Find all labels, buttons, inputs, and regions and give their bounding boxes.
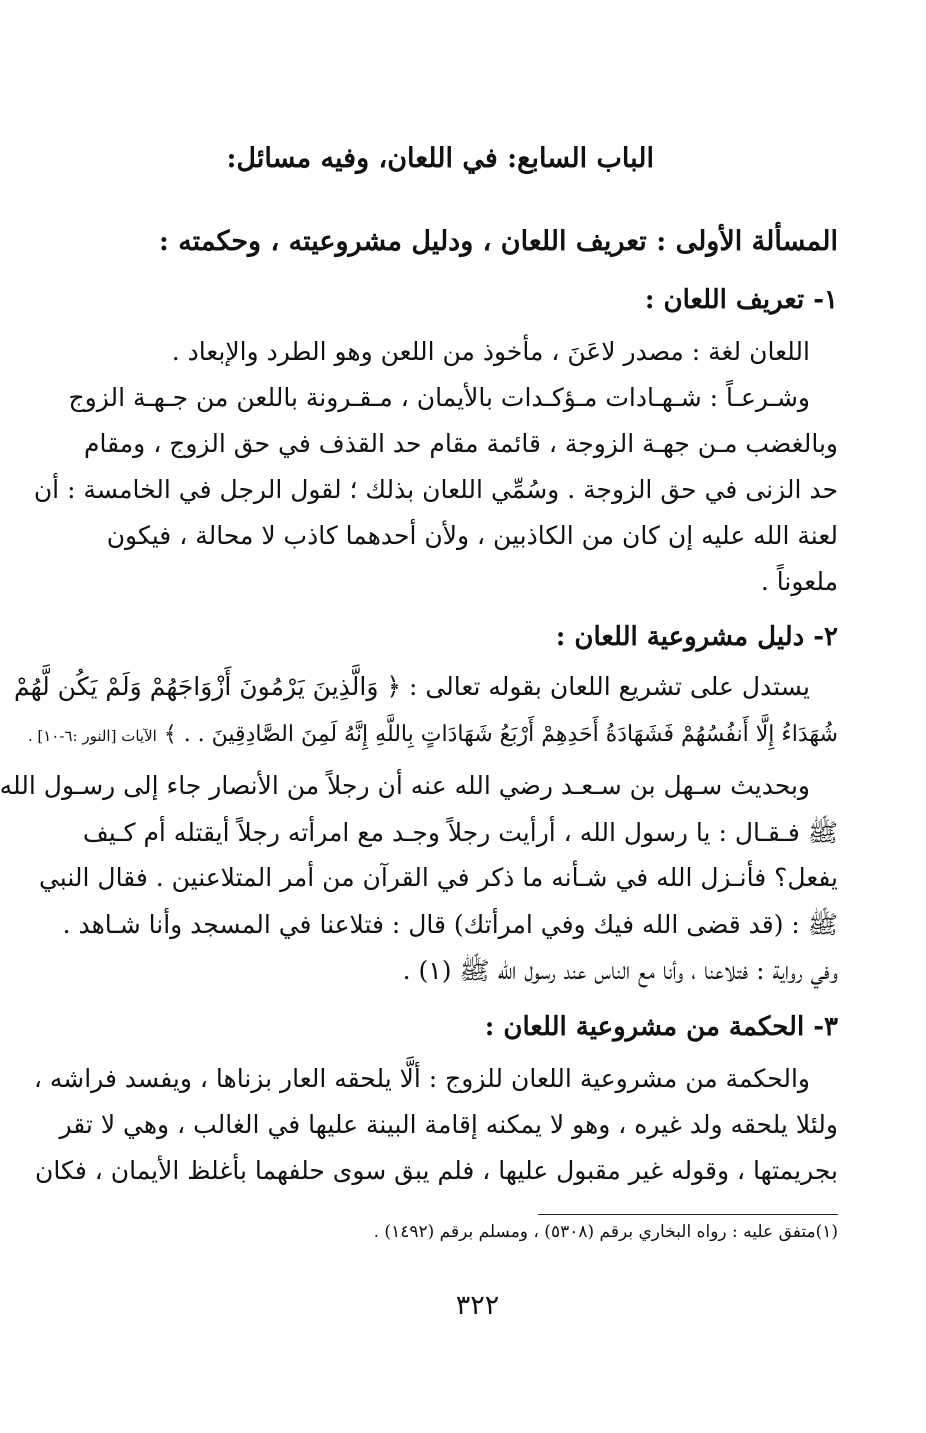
hadith-line: يفعل؟ فأنـزل الله في شـأنه ما ذكر في القرآن من أمر المتلاعنين . فقال النبي [38, 863, 838, 892]
definition-line: وبالغضب مـن جهـة الزوجة ، قائمة مقام حد القذف في حق الزوج ، ومقام [84, 429, 838, 458]
hadith-line: وبحديث سـهل بن سـعـد رضي الله عنه أن رجلاً من الأنصار جاء إلى رسـول الله [0, 771, 810, 800]
footnote: (١)متفق عليه : رواه البخاري برقم (٥٣٠٨) ، ومسلم برقم (١٤٩٢) . [373, 1222, 838, 1242]
quran-verse-line [27, 722, 838, 747]
definition-line: حد الزنى في حق الزوجة . وسُمِّي اللعان بذلك ؛ لقول الرجل في الخامسة : أن [33, 475, 838, 504]
definition-line: وشـرعـاً : شـهـادات مـؤكـدات بالأيمان ، مـقـرونة باللعن من جـهـة الزوج [68, 383, 810, 412]
section-heading-definition: ١- تعريف اللعان : [644, 285, 838, 315]
definition-line: ملعوناً . [760, 567, 838, 596]
quran-verse: شُهَدَاءُ إِلَّا أَنفُسُهُمْ فَشَهَادَةُ أَحَدِهِمْ أَرْبَعُ شَهَادَاتٍ بِاللَّهِ إِنَّهُ لَمِنَ الصَّادِقِينَ . . ﴾ [163, 722, 838, 747]
hadith-line: وفي رواية : فتلاعنا ، وأنا مع الناس عند رسول الله ﷺ (١) . [402, 956, 838, 985]
page-number: ٣٢٢ [455, 1290, 500, 1321]
footnote-divider [538, 1214, 838, 1215]
definition-line: اللعان لغة : مصدر لاعَنَ ، مأخوذ من اللعن وهو الطرد والإبعاد . [171, 337, 810, 366]
wisdom-line: والحكمة من مشروعية اللعان للزوج : ألَّا يلحقه العار بزناها ، ويفسد فراشه ، [33, 1064, 810, 1093]
section-heading-wisdom: ٣- الحكمة من مشروعية اللعان : [484, 1012, 838, 1042]
hadith-line: ﷺ : (قد قضى الله فيك وفي امرأتك) قال : فتلاعنا في المسجد وأنا شـاهد . [62, 910, 838, 939]
definition-line: لعنة الله عليه إن كان من الكاذبين ، ولأن أحدهما كاذب لا محالة ، فيكون [106, 521, 838, 550]
evidence-intro-line: يستدل على تشريع اللعان بقوله تعالى : ﴿ وَالَّذِينَ يَرْمُونَ أَزْوَاجَهُمْ وَلَمْ يَكُن لَّهُمْ [13, 672, 810, 701]
wisdom-line: بجريمتها ، وقوله غير مقبول عليها ، فلم يبق سوى حلفهما بأغلظ الأيمان ، فكان [35, 1156, 838, 1185]
verse-reference: الآيات [النور :٦-١٠] . [27, 727, 157, 745]
issue-title: المسألة الأولى : تعريف اللعان ، ودليل مشروعيته ، وحكمته : [158, 226, 838, 257]
chapter-title: الباب السابع: في اللعان، وفيه مسائل: [226, 143, 654, 174]
hadith-line: ﷺ فـقـال : يا رسول الله ، أرأيت رجلاً وجـد مع امرأته رجلاً أيقتله أم كـيف [82, 818, 838, 847]
wisdom-line: ولئلا يلحقه ولد غيره ، وهو لا يمكنه إقامة البينة عليها في الغالب ، وهي لا تقر [59, 1110, 838, 1139]
section-heading-evidence: ٢- دليل مشروعية اللعان : [555, 622, 838, 652]
